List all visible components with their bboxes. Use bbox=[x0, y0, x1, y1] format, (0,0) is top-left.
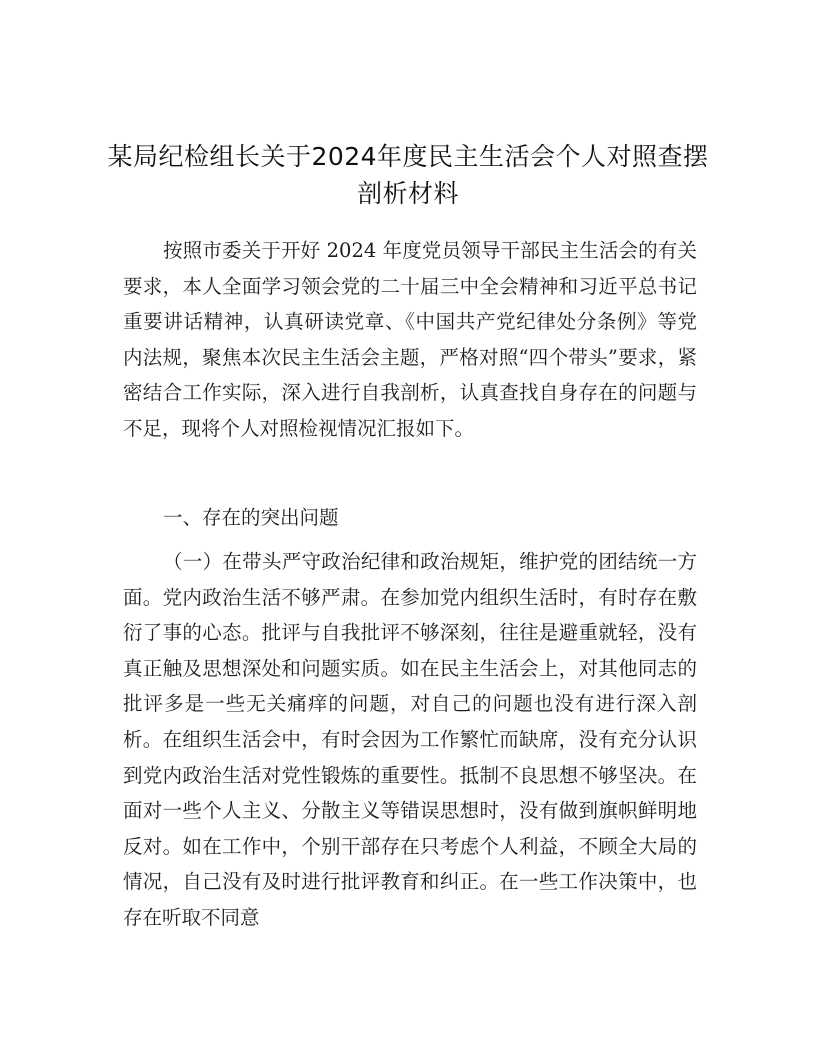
intro-paragraph: 按照市委关于开好 2024 年度党员领导干部民主生活会的有关要求，本人全面学习领会党的二十届三中全会精神和习近平总书记重要讲话精神，认真研读党章、《中国共产党纪律处分条例》等党内法规，聚焦本次民主生活会主题，严格对照“四个带头”要求，紧密结合工作实际，深入进行自我剖析，认真查找自身存在的问题与不足，现将个人对照检视情况汇报如下。 bbox=[123, 239, 697, 440]
section-heading-1: 一、存在的突出问题 bbox=[163, 506, 339, 529]
document-title: 某局纪检组长关于2024年度民主生活会个人对照查摆剖析材料 bbox=[107, 142, 709, 208]
section-1-paragraph: （一）在带头严守政治纪律和政治规矩，维护党的团结统一方面。党内政治生活不够严肃。在参加党内组织生活时，有时存在敷衍了事的心态。批评与自我批评不够深刻，往往是避重就轻，没有真正触及思想深处和问题实质。如在民主生活会上，对其他同志的批评多是一些无关痛痒的问题，对自己的问题也没有进行深入剖析。在组织生活会中，有时会因为工作繁忙而缺席，没有充分认识到党内政治生活对党性锻炼的重要性。抵制不良思想不够坚决。在面对一些个人主义、分散主义等错误思想时，没有做到旗帜鲜明地反对。如在工作中，个别干部存在只考虑个人利益，不顾全大局的情况，自己没有及时进行批评教育和纠正。在一些工作决策中，也存在听取不同意 bbox=[123, 550, 697, 929]
